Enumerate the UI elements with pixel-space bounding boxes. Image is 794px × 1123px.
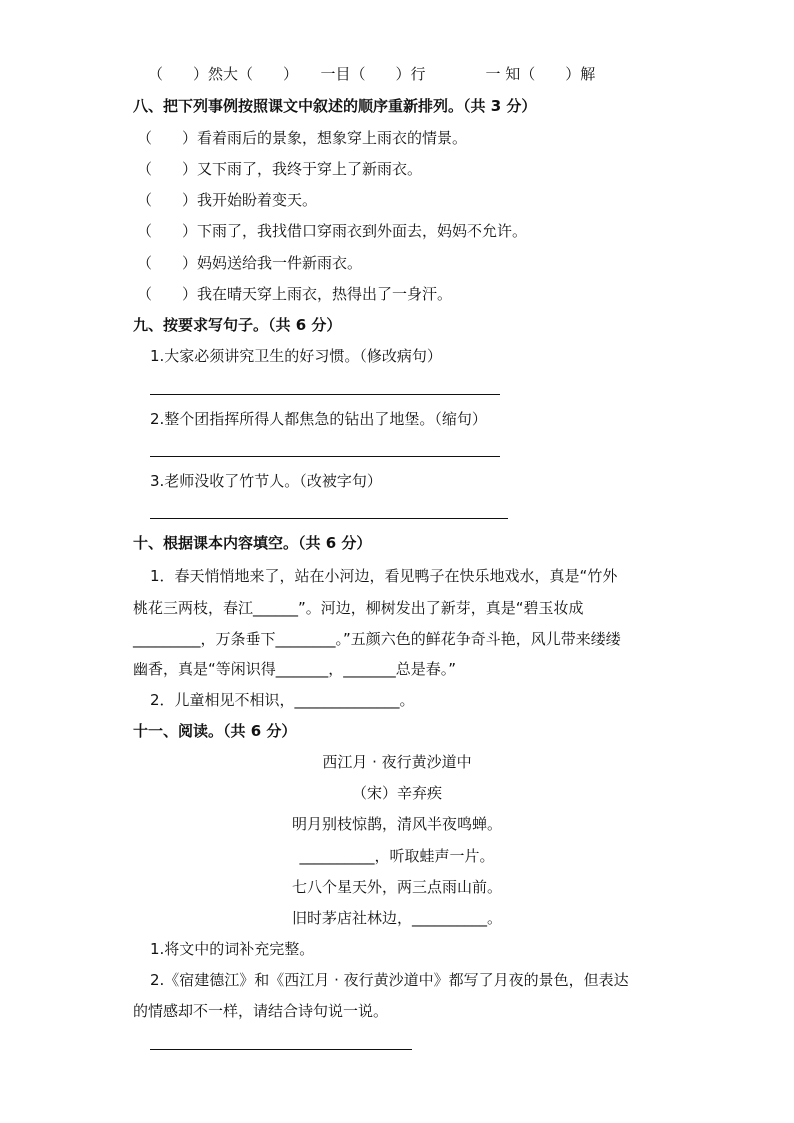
poem-line: 旧时茅店社林边，__________。 bbox=[291, 909, 502, 927]
idiom-fill-row: （ ）然大（ ） 一目（ ）行 一 知（ ）解 bbox=[148, 65, 596, 83]
poem-line: 明月别枝惊鹊，清风半夜鸣蝉。 bbox=[291, 815, 502, 833]
section-10-heading: 十、根据课本内容填空。（共 6 分） bbox=[133, 534, 372, 552]
s11-question-2-cont: 的情感却不一样，请结合诗句说一说。 bbox=[133, 1002, 389, 1020]
poem-line: __________，听取蛙声一片。 bbox=[299, 847, 495, 865]
s11-question-2: 2.《宿建德江》和《西江月 · 夜行黄沙道中》都写了月夜的景色，但表达 bbox=[150, 971, 629, 989]
answer-line bbox=[150, 394, 500, 395]
fill-text-line: _________，万条垂下________。”五颜六色的鲜花争奇斗艳，风儿带来缕缕 bbox=[133, 630, 621, 648]
s9-question-2: 2.整个团指挥所得人都焦急的钻出了地堡。（缩句） bbox=[150, 410, 487, 428]
fill-text-line: 幽香，真是“等闲识得_______，_______总是春。” bbox=[133, 660, 457, 678]
s9-question-1: 1.大家必须讲究卫生的好习惯。（修改病句） bbox=[150, 347, 442, 365]
order-item: （ ）我开始盼着变天。 bbox=[137, 191, 318, 209]
answer-line bbox=[150, 1049, 412, 1050]
fill-text-line: 2．儿童相见不相识，______________。 bbox=[150, 691, 415, 709]
poem-author: （宋）辛弃疾 bbox=[351, 784, 442, 802]
fill-text-line: 桃花三两枝，春江______”。河边，柳树发出了新芽，真是“碧玉妆成 bbox=[133, 599, 584, 617]
section-9-heading: 九、按要求写句子。（共 6 分） bbox=[133, 316, 342, 334]
fill-text-line: 1．春天悄悄地来了，站在小河边，看见鸭子在快乐地戏水，真是“竹外 bbox=[150, 567, 618, 585]
answer-line bbox=[150, 456, 500, 457]
poem-title: 西江月 · 夜行黄沙道中 bbox=[322, 753, 472, 771]
order-item: （ ）我在晴天穿上雨衣，热得出了一身汗。 bbox=[137, 285, 453, 303]
section-8-heading: 八、把下列事例按照课文中叙述的顺序重新排列。（共 3 分） bbox=[133, 97, 537, 115]
s9-question-3: 3.老师没收了竹节人。（改被字句） bbox=[150, 472, 382, 490]
poem-line: 七八个星天外，两三点雨山前。 bbox=[291, 878, 502, 896]
order-item: （ ）下雨了，我找借口穿雨衣到外面去，妈妈不允许。 bbox=[137, 222, 528, 240]
order-item: （ ）看着雨后的景象，想象穿上雨衣的情景。 bbox=[137, 129, 468, 147]
order-item: （ ）妈妈送给我一件新雨衣。 bbox=[137, 254, 363, 272]
s11-question-1: 1.将文中的词补充完整。 bbox=[150, 940, 315, 958]
answer-line bbox=[150, 518, 508, 519]
order-item: （ ）又下雨了，我终于穿上了新雨衣。 bbox=[137, 160, 423, 178]
section-11-heading: 十一、阅读。（共 6 分） bbox=[133, 722, 297, 740]
